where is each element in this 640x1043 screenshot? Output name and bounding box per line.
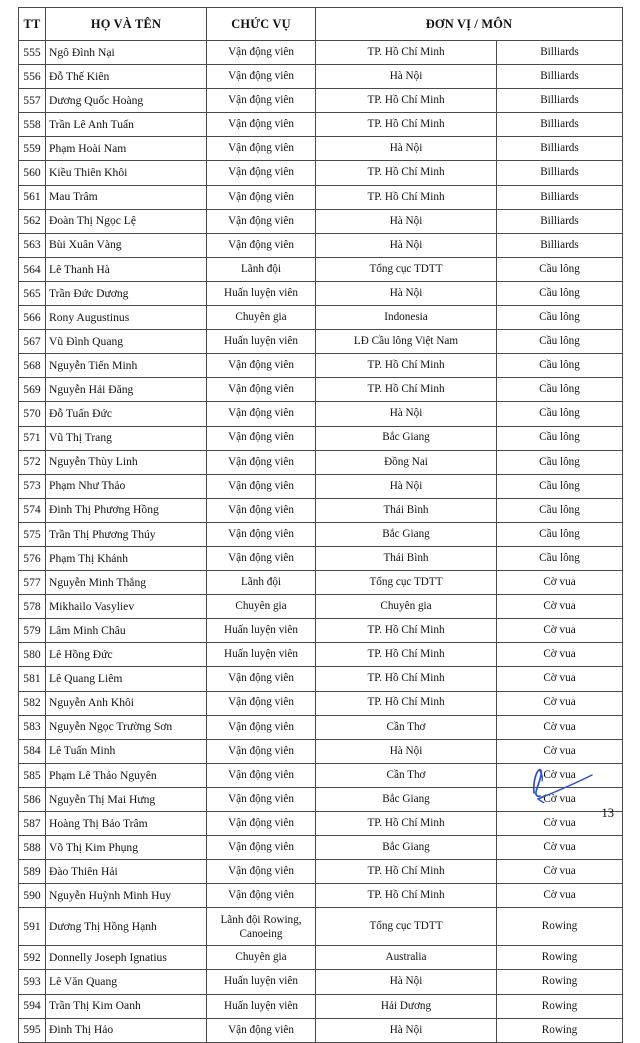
- cell-name: Phạm Hoài Nam: [46, 137, 207, 161]
- cell-tt: 566: [19, 306, 46, 330]
- cell-unit: TP. Hồ Chí Minh: [316, 812, 497, 836]
- cell-unit: Hà Nội: [316, 233, 497, 257]
- table-row: [19, 41, 623, 65]
- cell-name: Donnelly Joseph Ignatius: [46, 946, 207, 970]
- cell-unit: TP. Hồ Chí Minh: [316, 860, 497, 884]
- cell-name: Đỗ Thế Kiên: [46, 65, 207, 89]
- cell-tt: 557: [19, 89, 46, 113]
- cell-name: Lê Tuấn Minh: [46, 739, 207, 763]
- cell-name: Rony Augustinus: [46, 306, 207, 330]
- table-row: [19, 426, 623, 450]
- cell-unit: Australia: [316, 946, 497, 970]
- cell-sport: Cầu lông: [497, 378, 623, 402]
- cell-name: Trần Thị Kim Oanh: [46, 994, 207, 1018]
- table-row: [19, 691, 623, 715]
- cell-sport: Billiards: [497, 41, 623, 65]
- cell-role: Huấn luyện viên: [207, 994, 316, 1018]
- cell-sport: Cờ vua: [497, 884, 623, 908]
- cell-tt: 584: [19, 739, 46, 763]
- table-row: [19, 354, 623, 378]
- table-row: [19, 994, 623, 1018]
- cell-role: Huấn luyện viên: [207, 970, 316, 994]
- cell-unit: Hà Nội: [316, 1018, 497, 1042]
- cell-name: Mikhailo Vasyliev: [46, 595, 207, 619]
- cell-sport: Cầu lông: [497, 306, 623, 330]
- cell-tt: 588: [19, 836, 46, 860]
- cell-tt: 589: [19, 860, 46, 884]
- cell-name: Dương Quốc Hoàng: [46, 89, 207, 113]
- table-row: [19, 402, 623, 426]
- cell-role: Lãnh đội Rowing, Canoeing: [207, 908, 316, 946]
- cell-sport: Cờ vua: [497, 619, 623, 643]
- cell-tt: 562: [19, 209, 46, 233]
- table-row: [19, 137, 623, 161]
- cell-tt: 576: [19, 546, 46, 570]
- table-row: [19, 595, 623, 619]
- cell-role: Vận động viên: [207, 836, 316, 860]
- table-row: [19, 812, 623, 836]
- cell-name: Ngô Đình Nại: [46, 41, 207, 65]
- cell-sport: Cờ vua: [497, 643, 623, 667]
- cell-sport: Billiards: [497, 89, 623, 113]
- table-row: [19, 571, 623, 595]
- column-header-role: CHỨC VỤ: [207, 8, 316, 41]
- cell-tt: 583: [19, 715, 46, 739]
- cell-sport: Cờ vua: [497, 595, 623, 619]
- cell-tt: 577: [19, 571, 46, 595]
- cell-role: Huấn luyện viên: [207, 643, 316, 667]
- cell-unit: Tổng cục TDTT: [316, 908, 497, 946]
- cell-tt: 592: [19, 946, 46, 970]
- cell-sport: Cầu lông: [497, 330, 623, 354]
- athlete-roster-table: [18, 7, 623, 1043]
- cell-name: Nguyễn Tiến Minh: [46, 354, 207, 378]
- cell-sport: Billiards: [497, 209, 623, 233]
- cell-unit: Hải Dương: [316, 994, 497, 1018]
- cell-name: Nguyễn Thùy Linh: [46, 450, 207, 474]
- cell-role: Vận động viên: [207, 89, 316, 113]
- table-row: [19, 763, 623, 787]
- cell-unit: Thái Bình: [316, 546, 497, 570]
- cell-unit: Indonesia: [316, 306, 497, 330]
- cell-role: Vận động viên: [207, 715, 316, 739]
- cell-sport: Cầu lông: [497, 426, 623, 450]
- cell-role: Vận động viên: [207, 378, 316, 402]
- table-row: [19, 89, 623, 113]
- column-header-tt: TT: [19, 8, 46, 41]
- table-row: [19, 281, 623, 305]
- cell-unit: LĐ Cầu lông Việt Nam: [316, 330, 497, 354]
- cell-role: Vận động viên: [207, 41, 316, 65]
- cell-unit: Hà Nội: [316, 209, 497, 233]
- cell-unit: TP. Hồ Chí Minh: [316, 89, 497, 113]
- table-row: [19, 161, 623, 185]
- cell-sport: Cầu lông: [497, 402, 623, 426]
- cell-name: Đỗ Tuấn Đức: [46, 402, 207, 426]
- cell-role: Vận động viên: [207, 739, 316, 763]
- cell-role: Vận động viên: [207, 763, 316, 787]
- cell-sport: Rowing: [497, 908, 623, 946]
- cell-name: Nguyễn Minh Thắng: [46, 571, 207, 595]
- table-row: [19, 257, 623, 281]
- cell-name: Phạm Thị Khánh: [46, 546, 207, 570]
- cell-tt: 559: [19, 137, 46, 161]
- cell-role: Vận động viên: [207, 884, 316, 908]
- cell-sport: Cầu lông: [497, 257, 623, 281]
- cell-unit: Tổng cục TDTT: [316, 571, 497, 595]
- cell-unit: Hà Nội: [316, 281, 497, 305]
- cell-tt: 571: [19, 426, 46, 450]
- table-row: [19, 209, 623, 233]
- cell-unit: Cần Thơ: [316, 763, 497, 787]
- table-row: [19, 884, 623, 908]
- cell-sport: Billiards: [497, 137, 623, 161]
- cell-name: Mau Trâm: [46, 185, 207, 209]
- cell-tt: 578: [19, 595, 46, 619]
- cell-name: Đinh Thị Hảo: [46, 1018, 207, 1042]
- cell-role: Huấn luyện viên: [207, 330, 316, 354]
- table-row: [19, 787, 623, 811]
- cell-role: Vận động viên: [207, 354, 316, 378]
- cell-tt: 567: [19, 330, 46, 354]
- cell-tt: 555: [19, 41, 46, 65]
- cell-tt: 565: [19, 281, 46, 305]
- cell-name: Lê Hồng Đức: [46, 643, 207, 667]
- cell-sport: Cầu lông: [497, 450, 623, 474]
- cell-role: Lãnh đội: [207, 257, 316, 281]
- cell-name: Vũ Đình Quang: [46, 330, 207, 354]
- table-row: [19, 474, 623, 498]
- cell-sport: Cờ vua: [497, 787, 623, 811]
- cell-role: Vận động viên: [207, 65, 316, 89]
- cell-role: Vận động viên: [207, 474, 316, 498]
- table-row: [19, 1018, 623, 1042]
- cell-sport: Cờ vua: [497, 836, 623, 860]
- cell-role: Chuyên gia: [207, 946, 316, 970]
- table-row: [19, 522, 623, 546]
- cell-sport: Cờ vua: [497, 763, 623, 787]
- cell-unit: Tổng cục TDTT: [316, 257, 497, 281]
- cell-role: Vận động viên: [207, 546, 316, 570]
- cell-sport: Cầu lông: [497, 354, 623, 378]
- cell-unit: Thái Bình: [316, 498, 497, 522]
- cell-sport: Cờ vua: [497, 667, 623, 691]
- cell-name: Nguyễn Huỳnh Minh Huy: [46, 884, 207, 908]
- cell-sport: Cờ vua: [497, 691, 623, 715]
- cell-sport: Cầu lông: [497, 498, 623, 522]
- cell-tt: 580: [19, 643, 46, 667]
- cell-unit: TP. Hồ Chí Minh: [316, 113, 497, 137]
- cell-name: Nguyễn Ngọc Trường Sơn: [46, 715, 207, 739]
- cell-unit: TP. Hồ Chí Minh: [316, 161, 497, 185]
- cell-tt: 593: [19, 970, 46, 994]
- cell-role: Vận động viên: [207, 667, 316, 691]
- cell-tt: 582: [19, 691, 46, 715]
- cell-role: Vận động viên: [207, 185, 316, 209]
- table-row: [19, 378, 623, 402]
- cell-unit: TP. Hồ Chí Minh: [316, 619, 497, 643]
- cell-sport: Cầu lông: [497, 546, 623, 570]
- cell-unit: TP. Hồ Chí Minh: [316, 691, 497, 715]
- cell-sport: Cầu lông: [497, 474, 623, 498]
- cell-name: Trần Lê Anh Tuấn: [46, 113, 207, 137]
- cell-tt: 560: [19, 161, 46, 185]
- cell-role: Chuyên gia: [207, 595, 316, 619]
- cell-name: Phạm Như Thảo: [46, 474, 207, 498]
- cell-role: Vận động viên: [207, 209, 316, 233]
- page-number: 13: [601, 806, 614, 820]
- cell-unit: Hà Nội: [316, 739, 497, 763]
- table-row: [19, 185, 623, 209]
- cell-sport: Billiards: [497, 185, 623, 209]
- cell-role: Vận động viên: [207, 402, 316, 426]
- cell-tt: 581: [19, 667, 46, 691]
- table-row: [19, 546, 623, 570]
- cell-sport: Cờ vua: [497, 812, 623, 836]
- column-header-unit-sport: ĐƠN VỊ / MÔN: [316, 8, 623, 41]
- table-row: [19, 970, 623, 994]
- table-body: [19, 41, 623, 1043]
- cell-unit: Hà Nội: [316, 137, 497, 161]
- table-row: [19, 860, 623, 884]
- cell-role: Vận động viên: [207, 787, 316, 811]
- cell-tt: 561: [19, 185, 46, 209]
- cell-tt: 594: [19, 994, 46, 1018]
- cell-sport: Cờ vua: [497, 715, 623, 739]
- cell-name: Hoàng Thị Bảo Trâm: [46, 812, 207, 836]
- cell-sport: Cờ vua: [497, 571, 623, 595]
- cell-tt: 568: [19, 354, 46, 378]
- cell-tt: 564: [19, 257, 46, 281]
- cell-sport: Rowing: [497, 970, 623, 994]
- cell-unit: Hà Nội: [316, 65, 497, 89]
- cell-role: Vận động viên: [207, 161, 316, 185]
- cell-unit: TP. Hồ Chí Minh: [316, 378, 497, 402]
- cell-unit: Chuyên gia: [316, 595, 497, 619]
- cell-role: Vận động viên: [207, 113, 316, 137]
- cell-name: Vũ Thị Trang: [46, 426, 207, 450]
- cell-role: Vận động viên: [207, 522, 316, 546]
- cell-unit: Cần Thơ: [316, 715, 497, 739]
- cell-tt: 586: [19, 787, 46, 811]
- table-row: [19, 946, 623, 970]
- cell-name: Võ Thị Kim Phụng: [46, 836, 207, 860]
- cell-tt: 585: [19, 763, 46, 787]
- cell-name: Đinh Thị Phương Hồng: [46, 498, 207, 522]
- cell-sport: Rowing: [497, 946, 623, 970]
- cell-name: Lê Thanh Hà: [46, 257, 207, 281]
- cell-tt: 570: [19, 402, 46, 426]
- cell-unit: TP. Hồ Chí Minh: [316, 41, 497, 65]
- cell-unit: TP. Hồ Chí Minh: [316, 884, 497, 908]
- cell-sport: Cầu lông: [497, 522, 623, 546]
- cell-role: Vận động viên: [207, 1018, 316, 1042]
- cell-name: Dương Thị Hồng Hạnh: [46, 908, 207, 946]
- table-row: [19, 498, 623, 522]
- cell-unit: Hà Nội: [316, 402, 497, 426]
- table-row: [19, 667, 623, 691]
- cell-role: Vận động viên: [207, 426, 316, 450]
- cell-role: Chuyên gia: [207, 306, 316, 330]
- cell-unit: TP. Hồ Chí Minh: [316, 667, 497, 691]
- cell-unit: TP. Hồ Chí Minh: [316, 643, 497, 667]
- table-row: [19, 739, 623, 763]
- cell-tt: 595: [19, 1018, 46, 1042]
- cell-role: Huấn luyện viên: [207, 281, 316, 305]
- cell-role: Vận động viên: [207, 812, 316, 836]
- cell-sport: Rowing: [497, 994, 623, 1018]
- cell-tt: 573: [19, 474, 46, 498]
- cell-role: Vận động viên: [207, 691, 316, 715]
- table-row: [19, 306, 623, 330]
- cell-name: Lê Văn Quang: [46, 970, 207, 994]
- cell-name: Nguyễn Anh Khôi: [46, 691, 207, 715]
- cell-name: Phạm Lê Thảo Nguyên: [46, 763, 207, 787]
- cell-role: Vận động viên: [207, 137, 316, 161]
- cell-name: Bùi Xuân Vàng: [46, 233, 207, 257]
- table-header-row: [19, 8, 623, 41]
- cell-sport: Cờ vua: [497, 739, 623, 763]
- cell-name: Trần Đức Dương: [46, 281, 207, 305]
- cell-sport: Cờ vua: [497, 860, 623, 884]
- cell-sport: Cầu lông: [497, 281, 623, 305]
- cell-role: Lãnh đội: [207, 571, 316, 595]
- cell-name: Trần Thị Phương Thúy: [46, 522, 207, 546]
- cell-role: Vận động viên: [207, 450, 316, 474]
- cell-sport: Billiards: [497, 113, 623, 137]
- cell-tt: 579: [19, 619, 46, 643]
- cell-sport: Billiards: [497, 65, 623, 89]
- table-row: [19, 619, 623, 643]
- table-row: [19, 450, 623, 474]
- table-header: [19, 8, 623, 41]
- table-row: [19, 113, 623, 137]
- table-row: [19, 233, 623, 257]
- table-row: [19, 65, 623, 89]
- table-row: [19, 715, 623, 739]
- cell-name: Đoàn Thị Ngọc Lệ: [46, 209, 207, 233]
- cell-role: Vận động viên: [207, 233, 316, 257]
- cell-unit: Bắc Giang: [316, 836, 497, 860]
- cell-sport: Rowing: [497, 1018, 623, 1042]
- cell-tt: 563: [19, 233, 46, 257]
- cell-role: Vận động viên: [207, 860, 316, 884]
- cell-name: Nguyễn Thị Mai Hưng: [46, 787, 207, 811]
- cell-unit: Bắc Giang: [316, 426, 497, 450]
- cell-tt: 558: [19, 113, 46, 137]
- cell-name: Lâm Minh Châu: [46, 619, 207, 643]
- cell-tt: 575: [19, 522, 46, 546]
- cell-unit: TP. Hồ Chí Minh: [316, 354, 497, 378]
- cell-unit: Hà Nội: [316, 970, 497, 994]
- cell-tt: 574: [19, 498, 46, 522]
- table-row: [19, 836, 623, 860]
- cell-tt: 569: [19, 378, 46, 402]
- cell-tt: 591: [19, 908, 46, 946]
- cell-sport: Billiards: [497, 161, 623, 185]
- cell-name: Lê Quang Liêm: [46, 667, 207, 691]
- cell-role: Vận động viên: [207, 498, 316, 522]
- cell-unit: TP. Hồ Chí Minh: [316, 185, 497, 209]
- cell-sport: Billiards: [497, 233, 623, 257]
- table-row: [19, 643, 623, 667]
- cell-role: Huấn luyện viên: [207, 619, 316, 643]
- table-row: [19, 330, 623, 354]
- column-header-name: HỌ VÀ TÊN: [46, 8, 207, 41]
- cell-unit: Đồng Nai: [316, 450, 497, 474]
- cell-unit: Bắc Giang: [316, 787, 497, 811]
- cell-tt: 590: [19, 884, 46, 908]
- cell-name: Đào Thiên Hải: [46, 860, 207, 884]
- cell-tt: 556: [19, 65, 46, 89]
- cell-unit: Bắc Giang: [316, 522, 497, 546]
- cell-name: Kiều Thiên Khôi: [46, 161, 207, 185]
- cell-unit: Hà Nội: [316, 474, 497, 498]
- cell-name: Nguyễn Hải Đăng: [46, 378, 207, 402]
- table-row: [19, 908, 623, 946]
- cell-tt: 587: [19, 812, 46, 836]
- cell-tt: 572: [19, 450, 46, 474]
